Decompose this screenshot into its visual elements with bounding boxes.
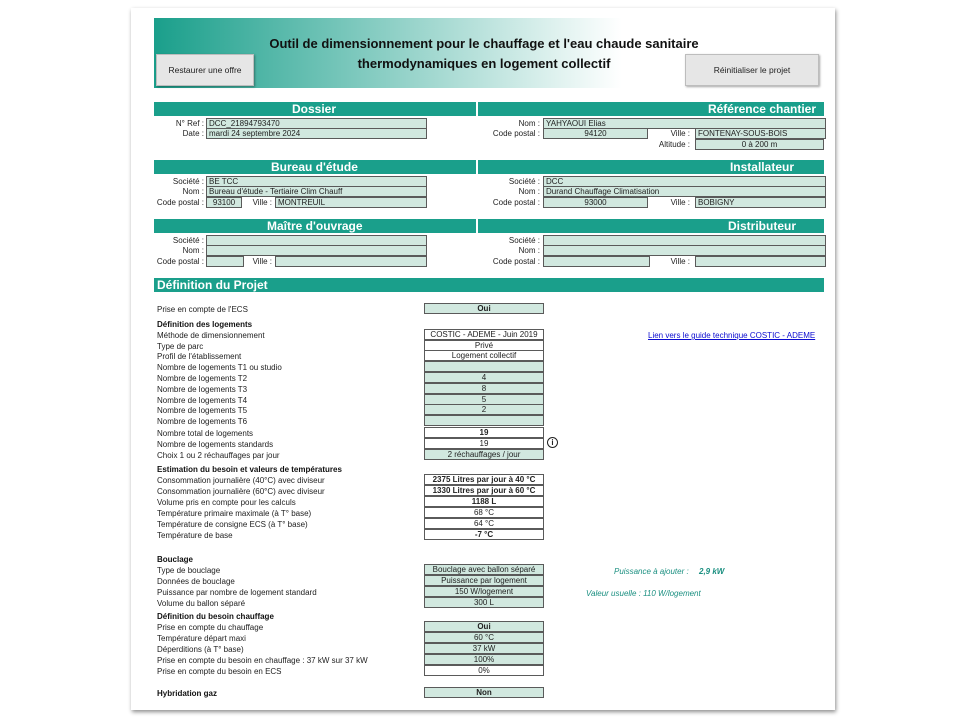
tcons-value: 64 °C bbox=[424, 518, 544, 529]
chantier-cp-field[interactable]: 94120 bbox=[543, 128, 648, 139]
restore-offer-button[interactable]: Restaurer une offre bbox=[156, 54, 254, 86]
tbase-label: Température de base bbox=[157, 531, 233, 540]
distributeur-nom-field[interactable] bbox=[543, 245, 826, 256]
t4-field[interactable]: 5 bbox=[424, 394, 544, 405]
maitre-ville-label: Ville : bbox=[252, 257, 272, 266]
t1-label: Nombre de logements T1 ou studio bbox=[157, 363, 282, 372]
bureau-header bbox=[154, 160, 476, 174]
conso60-value: 1330 Litres par jour à 60 °C bbox=[424, 485, 544, 496]
ecs-label: Prise en compte de l'ECS bbox=[157, 305, 248, 314]
bureau-ville-label: Ville : bbox=[252, 198, 272, 207]
puissance-label: Puissance par nombre de logement standard bbox=[157, 588, 317, 597]
total-value: 19 bbox=[424, 427, 544, 438]
altitude-label: Altitude : bbox=[658, 140, 690, 149]
dossier-heading: Dossier bbox=[292, 102, 337, 116]
t1-field[interactable] bbox=[424, 361, 544, 372]
chantier-nom-label: Nom : bbox=[518, 119, 540, 128]
page-title bbox=[254, 34, 714, 74]
parc-field[interactable]: Privé bbox=[424, 340, 544, 351]
info-icon[interactable]: i bbox=[547, 437, 558, 448]
conso40-value: 2375 Litres par jour à 40 °C bbox=[424, 474, 544, 485]
besoin-ecs-value: 0% bbox=[424, 665, 544, 676]
date-label: Date : bbox=[182, 129, 204, 138]
besoin-section-title: Estimation du besoin et valeurs de températures bbox=[157, 465, 342, 474]
parc-label: Type de parc bbox=[157, 342, 204, 351]
tdepart-field[interactable]: 60 °C bbox=[424, 632, 544, 643]
installateur-header bbox=[478, 160, 824, 174]
pec-chauffage-label: Prise en compte du chauffage bbox=[157, 623, 264, 632]
deperditions-label: Déperditions (à T° base) bbox=[157, 645, 244, 654]
maitre-cp-label: Code postal : bbox=[156, 257, 204, 266]
ecs-field[interactable]: Oui bbox=[424, 303, 544, 314]
t3-field[interactable]: 8 bbox=[424, 383, 544, 394]
installateur-heading: Installateur bbox=[729, 160, 794, 174]
tprim-value: 68 °C bbox=[424, 507, 544, 518]
distributeur-heading: Distributeur bbox=[727, 219, 796, 233]
bureau-nom-label: Nom : bbox=[182, 187, 204, 196]
maitre-heading: Maître d'ouvrage bbox=[267, 219, 363, 233]
puissance-ajouter-value: 2,9 kW bbox=[699, 567, 725, 576]
t6-field[interactable] bbox=[424, 415, 544, 426]
installateur-cp-field[interactable]: 93000 bbox=[543, 197, 648, 208]
besoin-chauffage-field[interactable]: 100% bbox=[424, 654, 544, 665]
donnees-field[interactable]: Puissance par logement bbox=[424, 575, 544, 586]
conso40-label: Consommation journalière (40°C) avec diviseur bbox=[157, 476, 325, 485]
distributeur-ville-field[interactable] bbox=[695, 256, 826, 267]
bureau-cp-label: Code postal : bbox=[156, 198, 204, 207]
maitre-ville-field[interactable] bbox=[275, 256, 427, 267]
puissance-ajouter-label: Puissance à ajouter : bbox=[614, 567, 689, 576]
type-bouclage-field[interactable]: Bouclage avec ballon séparé bbox=[424, 564, 544, 575]
donnees-label: Données de bouclage bbox=[157, 577, 235, 586]
total-label: Nombre total de logements bbox=[157, 429, 254, 438]
methode-field[interactable]: COSTIC - ADEME - Juin 2019 bbox=[424, 329, 544, 340]
installateur-societe-label: Société : bbox=[508, 177, 540, 186]
type-bouclage-label: Type de bouclage bbox=[157, 566, 221, 575]
installateur-nom-field[interactable]: Durand Chauffage Climatisation bbox=[543, 186, 826, 197]
hybridation-label: Hybridation gaz bbox=[157, 689, 218, 698]
puissance-field[interactable]: 150 W/logement bbox=[424, 586, 544, 597]
chantier-ville-label: Ville : bbox=[670, 129, 690, 138]
title-line-2: thermodynamiques en logement collectif bbox=[357, 56, 611, 71]
tcons-label: Température de consigne ECS (à T° base) bbox=[157, 520, 308, 529]
title-line-1: Outil de dimensionnement pour le chauffage et l'eau chaude sanitaire bbox=[269, 36, 699, 51]
distributeur-ville-label: Ville : bbox=[670, 257, 690, 266]
installateur-nom-label: Nom : bbox=[518, 187, 540, 196]
t3-label: Nombre de logements T3 bbox=[157, 385, 248, 394]
methode-label: Méthode de dimensionnement bbox=[157, 331, 265, 340]
projet-heading: Définition du Projet bbox=[157, 278, 268, 292]
chantier-nom-field[interactable]: YAHYAOUI Elias bbox=[543, 118, 826, 129]
t5-label: Nombre de logements T5 bbox=[157, 406, 248, 415]
volume-label: Volume pris en compte pour les calculs bbox=[157, 498, 296, 507]
installateur-ville-label: Ville : bbox=[670, 198, 690, 207]
tprim-label: Température primaire maximale (à T° base) bbox=[157, 509, 312, 518]
chantier-heading: Référence chantier bbox=[707, 102, 816, 116]
tdepart-label: Température départ maxi bbox=[157, 634, 246, 643]
maitre-nom-label: Nom : bbox=[182, 246, 204, 255]
bureau-heading: Bureau d'étude bbox=[271, 160, 358, 174]
installateur-cp-label: Code postal : bbox=[492, 198, 540, 207]
logements-section-title: Définition des logements bbox=[157, 320, 253, 329]
valeur-usuelle-note: Valeur usuelle : 110 W/logement bbox=[586, 589, 701, 598]
tbase-value: -7 °C bbox=[424, 529, 544, 540]
ref-label: N° Ref : bbox=[175, 119, 204, 128]
t2-label: Nombre de logements T2 bbox=[157, 374, 248, 383]
date-field[interactable]: mardi 24 septembre 2024 bbox=[206, 128, 427, 139]
bouclage-section-title: Bouclage bbox=[157, 555, 194, 564]
maitre-header bbox=[154, 219, 476, 233]
hybridation-field[interactable]: Non bbox=[424, 687, 544, 698]
deperditions-field[interactable]: 37 kW bbox=[424, 643, 544, 654]
conso60-label: Consommation journalière (60°C) avec diviseur bbox=[157, 487, 325, 496]
chantier-cp-label: Code postal : bbox=[492, 129, 540, 138]
besoin-chauffage-label: Prise en compte du besoin en chauffage : 37 kW sur 37 kW bbox=[157, 656, 368, 665]
distributeur-cp-field[interactable] bbox=[543, 256, 650, 267]
distributeur-nom-label: Nom : bbox=[518, 246, 540, 255]
ref-field[interactable]: DCC_21894793470 bbox=[206, 118, 427, 129]
distributeur-cp-label: Code postal : bbox=[492, 257, 540, 266]
volume-ballon-field[interactable]: 300 L bbox=[424, 597, 544, 608]
dossier-header bbox=[154, 102, 476, 116]
chantier-ville-field[interactable]: FONTENAY-SOUS-BOIS bbox=[695, 128, 826, 139]
maitre-nom-field[interactable] bbox=[206, 245, 427, 256]
chauffage-section-title: Définition du besoin chauffage bbox=[157, 612, 274, 621]
installateur-societe-field[interactable]: DCC bbox=[543, 176, 826, 187]
besoin-ecs-label: Prise en compte du besoin en ECS bbox=[157, 667, 282, 676]
reset-project-button[interactable]: Réinitialiser le projet bbox=[685, 54, 819, 86]
profil-field[interactable]: Logement collectif bbox=[424, 350, 544, 361]
installateur-ville-field[interactable]: BOBIGNY bbox=[695, 197, 826, 208]
maitre-societe-label: Société : bbox=[172, 236, 204, 245]
bureau-nom-field[interactable]: Bureau d'étude - Tertiaire Clim Chauff bbox=[206, 186, 427, 197]
pec-chauffage-field[interactable]: Oui bbox=[424, 621, 544, 632]
distributeur-header bbox=[478, 219, 824, 233]
altitude-field[interactable]: 0 à 200 m bbox=[695, 139, 824, 150]
t6-label: Nombre de logements T6 bbox=[157, 417, 248, 426]
projet-header bbox=[154, 278, 824, 292]
rechauffages-field[interactable]: 2 réchauffages / jour bbox=[424, 449, 544, 460]
t5-field[interactable]: 2 bbox=[424, 404, 544, 415]
volume-value: 1188 L bbox=[424, 496, 544, 507]
bureau-cp-field[interactable]: 93100 bbox=[206, 197, 242, 208]
t2-field[interactable]: 4 bbox=[424, 372, 544, 383]
maitre-cp-field[interactable] bbox=[206, 256, 244, 267]
t4-label: Nombre de logements T4 bbox=[157, 396, 248, 405]
guide-link[interactable]: Lien vers le guide technique COSTIC - ADEME bbox=[648, 331, 816, 340]
chantier-header bbox=[478, 102, 824, 116]
profil-label: Profil de l'établissement bbox=[157, 352, 242, 361]
volume-ballon-label: Volume du ballon séparé bbox=[157, 599, 246, 608]
bureau-societe-label: Société : bbox=[172, 177, 204, 186]
standards-value: 19 bbox=[424, 438, 544, 449]
standards-label: Nombre de logements standards bbox=[157, 440, 274, 449]
bureau-societe-field[interactable]: BE TCC bbox=[206, 176, 427, 187]
rechauffages-label: Choix 1 ou 2 réchauffages par jour bbox=[157, 451, 280, 460]
distributeur-societe-label: Société : bbox=[508, 236, 540, 245]
bureau-ville-field[interactable]: MONTREUIL bbox=[275, 197, 427, 208]
